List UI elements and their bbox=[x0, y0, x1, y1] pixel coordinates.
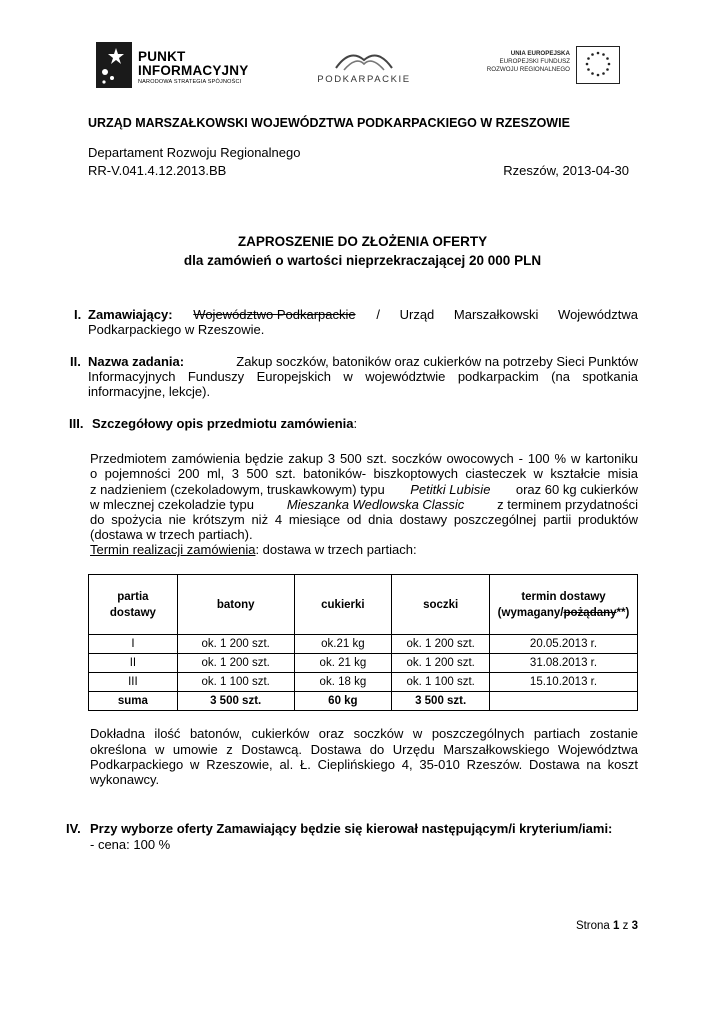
podkarpackie-text: PODKARPACKIE bbox=[317, 74, 411, 85]
section1-line1 bbox=[88, 307, 638, 323]
section4-label: Przy wyborze oferty Zamawiający będzie się kierował następującym/i kryterium/iami: bbox=[90, 821, 613, 836]
footer-page: 1 bbox=[613, 920, 620, 932]
cell-termin: 15.10.2013 r. bbox=[490, 673, 638, 692]
section3-desc-line4 bbox=[90, 497, 638, 513]
section1-label: Zamawiający: bbox=[88, 307, 173, 322]
reference-number: RR-V.041.4.12.2013.BB bbox=[88, 163, 227, 178]
term-rest: : dostawa w trzech partiach: bbox=[255, 542, 417, 557]
cell-soczki: ok. 1 200 szt. bbox=[392, 654, 490, 673]
sum-soczki: 3 500 szt. bbox=[392, 692, 490, 711]
cell-termin: 20.05.2013 r. bbox=[490, 635, 638, 654]
punkt-line1: PUNKT bbox=[138, 49, 186, 64]
section3-desc-line2: o pojemności 200 ml, 3 500 szt. batoników- biszkoptowych ciasteczek w kształcie misia bbox=[90, 466, 638, 481]
section4-criterion: - cena: 100 % bbox=[90, 837, 171, 852]
footer-prefix: Strona bbox=[575, 920, 610, 932]
department: Departament Rozwoju Regionalnego bbox=[88, 145, 301, 160]
section2-line3: informacyjne, lekcje). bbox=[88, 384, 211, 399]
cell-cukierki: ok. 21 kg bbox=[294, 654, 392, 673]
section1-line2: Podkarpackiego w Rzeszowie. bbox=[88, 322, 265, 337]
document-subtitle: dla zamówień o wartości nieprzekraczającej 20 000 PLN bbox=[183, 253, 542, 268]
after-table-line1: Dokładna ilość batonów, cukierków oraz soczków w poszczególnych partiach zostanie bbox=[90, 726, 638, 741]
header-batony: batony bbox=[177, 575, 294, 635]
desc-l4-a: w mlecznej czekoladzie typu bbox=[90, 497, 255, 512]
place-date: Rzeszów, 2013-04-30 bbox=[503, 163, 629, 178]
header-termin: termin dostawy (wymagany/pożądany**) bbox=[490, 575, 638, 635]
section2-line1-rest: Zakup soczków, batoników oraz cukierków na potrzeby Sieci Punktów bbox=[236, 354, 638, 369]
table-row bbox=[89, 654, 638, 673]
cell-batony: ok. 1 100 szt. bbox=[177, 673, 294, 692]
section3-desc-line5: do spożycia nie krótszym niż 4 miesiące od dnia dostawy poszczególnej partii produktów bbox=[90, 512, 638, 527]
cell-soczki: ok. 1 200 szt. bbox=[392, 635, 490, 654]
section1-line1-rest: / Urząd Marszałkowski Województwa bbox=[376, 307, 638, 322]
section3-desc-line6: (dostawa w trzech partiach). bbox=[90, 527, 253, 542]
cell-cukierki: ok.21 kg bbox=[294, 635, 392, 654]
cell-batony: ok. 1 200 szt. bbox=[177, 654, 294, 673]
eu-flag-icon bbox=[576, 46, 620, 84]
cell-partia: I bbox=[89, 635, 178, 654]
section3-desc-line3 bbox=[90, 482, 638, 498]
section3-heading bbox=[92, 416, 357, 432]
delivery-table bbox=[88, 574, 638, 711]
podkarpackie-mark-icon bbox=[298, 44, 430, 74]
section1-struck: Województwo Podkarpackie bbox=[193, 307, 356, 322]
after-table-line4: wykonawcy. bbox=[90, 772, 160, 787]
sum-termin bbox=[490, 692, 638, 711]
desc-l4-italic: Mieszanka Wedlowska Classic bbox=[286, 497, 465, 512]
office-heading: URZĄD MARSZAŁKOWSKI WOJEWÓDZTWA PODKARPACKIEGO W RZESZOWIE bbox=[88, 116, 570, 130]
section3-label: Szczegółowy opis przedmiotu zamówienia bbox=[92, 416, 354, 431]
header-partia: partia dostawy bbox=[89, 575, 178, 635]
after-table-line3: Podkarpackiego w Rzeszowie, al. Ł. Cieplińskiego 4, 35-010 Rzeszów. Dostawa na koszt bbox=[90, 757, 638, 772]
table-row bbox=[89, 673, 638, 692]
ue-line2: EUROPEJSKI FUNDUSZ bbox=[499, 58, 570, 65]
punkt-informacyjny-logo bbox=[96, 42, 266, 92]
cell-partia: II bbox=[89, 654, 178, 673]
section1-number: I. bbox=[74, 307, 82, 322]
section3-colon: : bbox=[353, 416, 358, 431]
punkt-line2: INFORMACYJNY bbox=[138, 63, 249, 78]
section4-number: IV. bbox=[66, 821, 81, 836]
delivery-term bbox=[90, 542, 417, 558]
punkt-line3: NARODOWA STRATEGIA SPÓJNOŚCI bbox=[138, 79, 242, 85]
eu-logo bbox=[486, 46, 622, 86]
footer-total: 3 bbox=[631, 920, 638, 932]
section3-desc-line1: Przedmiotem zamówienia będzie zakup 3 500 szt. soczków owocowych - 100 % w kartoniku bbox=[90, 451, 638, 466]
cell-cukierki: ok. 18 kg bbox=[294, 673, 392, 692]
section2-line2: Informacyjnych Funduszy Europejskich w województwie podkarpackim (na spotkania bbox=[88, 369, 638, 384]
term-label: Termin realizacji zamówienia bbox=[90, 542, 256, 557]
section2-line1 bbox=[88, 354, 638, 370]
footer-sep: z bbox=[622, 920, 629, 932]
desc-l3-a: z nadzieniem (czekoladowym, truskawkowym) typu bbox=[90, 482, 385, 497]
table-header-row bbox=[89, 575, 638, 635]
sum-batony: 3 500 szt. bbox=[177, 692, 294, 711]
sum-cukierki: 60 kg bbox=[294, 692, 392, 711]
table-sum-row bbox=[89, 692, 638, 711]
cell-soczki: ok. 1 100 szt. bbox=[392, 673, 490, 692]
ue-line1: UNIA EUROPEJSKA bbox=[510, 50, 570, 57]
desc-l3-b: oraz 60 kg cukierków bbox=[515, 482, 638, 497]
desc-l4-b: z terminem przydatności bbox=[497, 497, 638, 512]
section3-number: III. bbox=[69, 416, 84, 431]
section2-number: II. bbox=[70, 354, 81, 369]
header-soczki: soczki bbox=[392, 575, 490, 635]
page-footer bbox=[576, 920, 638, 932]
document-title: ZAPROSZENIE DO ZŁOŻENIA OFERTY bbox=[237, 234, 488, 249]
cell-partia: III bbox=[89, 673, 178, 692]
sum-label: suma bbox=[89, 692, 178, 711]
podkarpackie-logo bbox=[298, 44, 430, 88]
ue-line3: ROZWOJU REGIONALNEGO bbox=[486, 66, 570, 73]
desc-l3-italic: Petitki Lubisie bbox=[410, 482, 491, 497]
cell-termin: 31.08.2013 r. bbox=[490, 654, 638, 673]
after-table-line2: określona w umowie z Dostawcą. Dostawa do Urzędu Marszałkowskiego Województwa bbox=[90, 742, 638, 757]
cell-batony: ok. 1 200 szt. bbox=[177, 635, 294, 654]
punkt-star-icon bbox=[96, 42, 132, 88]
section2-label: Nazwa zadania: bbox=[88, 354, 185, 369]
table-row bbox=[89, 635, 638, 654]
header-cukierki: cukierki bbox=[294, 575, 392, 635]
